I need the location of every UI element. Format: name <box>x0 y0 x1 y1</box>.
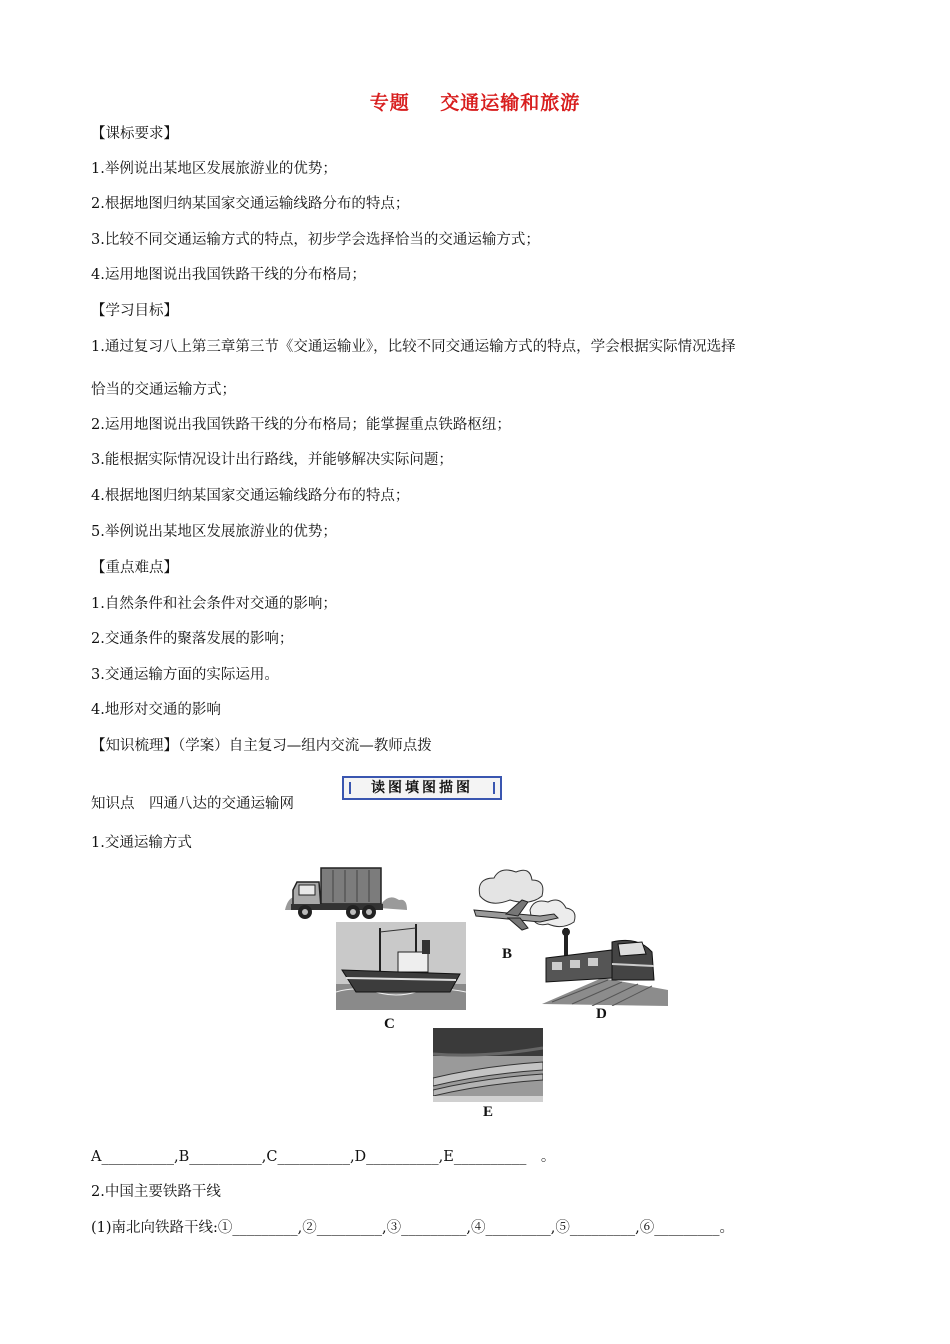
page-title: 专题 交通运输和旅游 <box>369 92 581 114</box>
curriculum-item: 1.举例说出某地区发展旅游业的优势； <box>91 161 337 177</box>
key-heading: 【重点难点】 <box>91 560 178 576</box>
read-map-badge: 读图填图描图 <box>342 776 502 800</box>
truck-image <box>283 862 409 924</box>
goal-item: 5.举例说出某地区发展旅游业的优势； <box>91 524 337 540</box>
goal-item: 3.能根据实际情况设计出行路线，并能够解决实际问题； <box>91 452 453 468</box>
image-label-e: E <box>483 1104 494 1120</box>
item1-label: 1.交通运输方式 <box>91 835 192 851</box>
item2-1-fill: (1)南北向铁路干线:①_________,②_________,③_________,④_________,⑤_________,⑥_________。 <box>91 1220 734 1236</box>
key-item: 3.交通运输方面的实际运用。 <box>91 667 279 683</box>
curriculum-item: 4.运用地图说出我国铁路干线的分布格局； <box>91 267 366 283</box>
image-label-c: C <box>384 1016 395 1032</box>
image-label-b: B <box>502 946 513 962</box>
goal-item: 2.运用地图说出我国铁路干线的分布格局；能掌握重点铁路枢纽； <box>91 417 511 433</box>
curriculum-heading: 【课标要求】 <box>91 126 178 142</box>
train-image <box>542 928 668 1006</box>
airplane-image <box>470 866 582 936</box>
image-label-d: D <box>596 1006 607 1022</box>
key-item: 2.交通条件的聚落发展的影响； <box>91 631 294 647</box>
key-item: 4.地形对交通的影响 <box>91 702 221 718</box>
knowledge-line: 【知识梳理】（学案）自主复习—组内交流—教师点拨 <box>91 738 432 754</box>
curriculum-item: 2.根据地图归纳某国家交通运输线路分布的特点； <box>91 196 410 212</box>
goal-item: 1.通过复习八上第三章第三节《交通运输业》，比较不同交通运输方式的特点，学会根据实际情况选择 <box>91 339 736 355</box>
answer-line: A__________,B__________,C__________,D__________,E__________ 。 <box>91 1149 556 1165</box>
pipeline-image <box>433 1028 543 1102</box>
goal-item: 4.根据地图归纳某国家交通运输线路分布的特点； <box>91 488 410 504</box>
goals-heading: 【学习目标】 <box>91 303 178 319</box>
goal-item: 恰当的交通运输方式； <box>91 382 236 398</box>
key-item: 1.自然条件和社会条件对交通的影响； <box>91 596 337 612</box>
ship-image <box>336 922 466 1010</box>
curriculum-item: 3.比较不同交通运输方式的特点，初步学会选择恰当的交通运输方式； <box>91 232 540 248</box>
item2-label: 2.中国主要铁路干线 <box>91 1184 221 1200</box>
knowledge-point-label: 知识点 四通八达的交通运输网 <box>91 796 294 812</box>
